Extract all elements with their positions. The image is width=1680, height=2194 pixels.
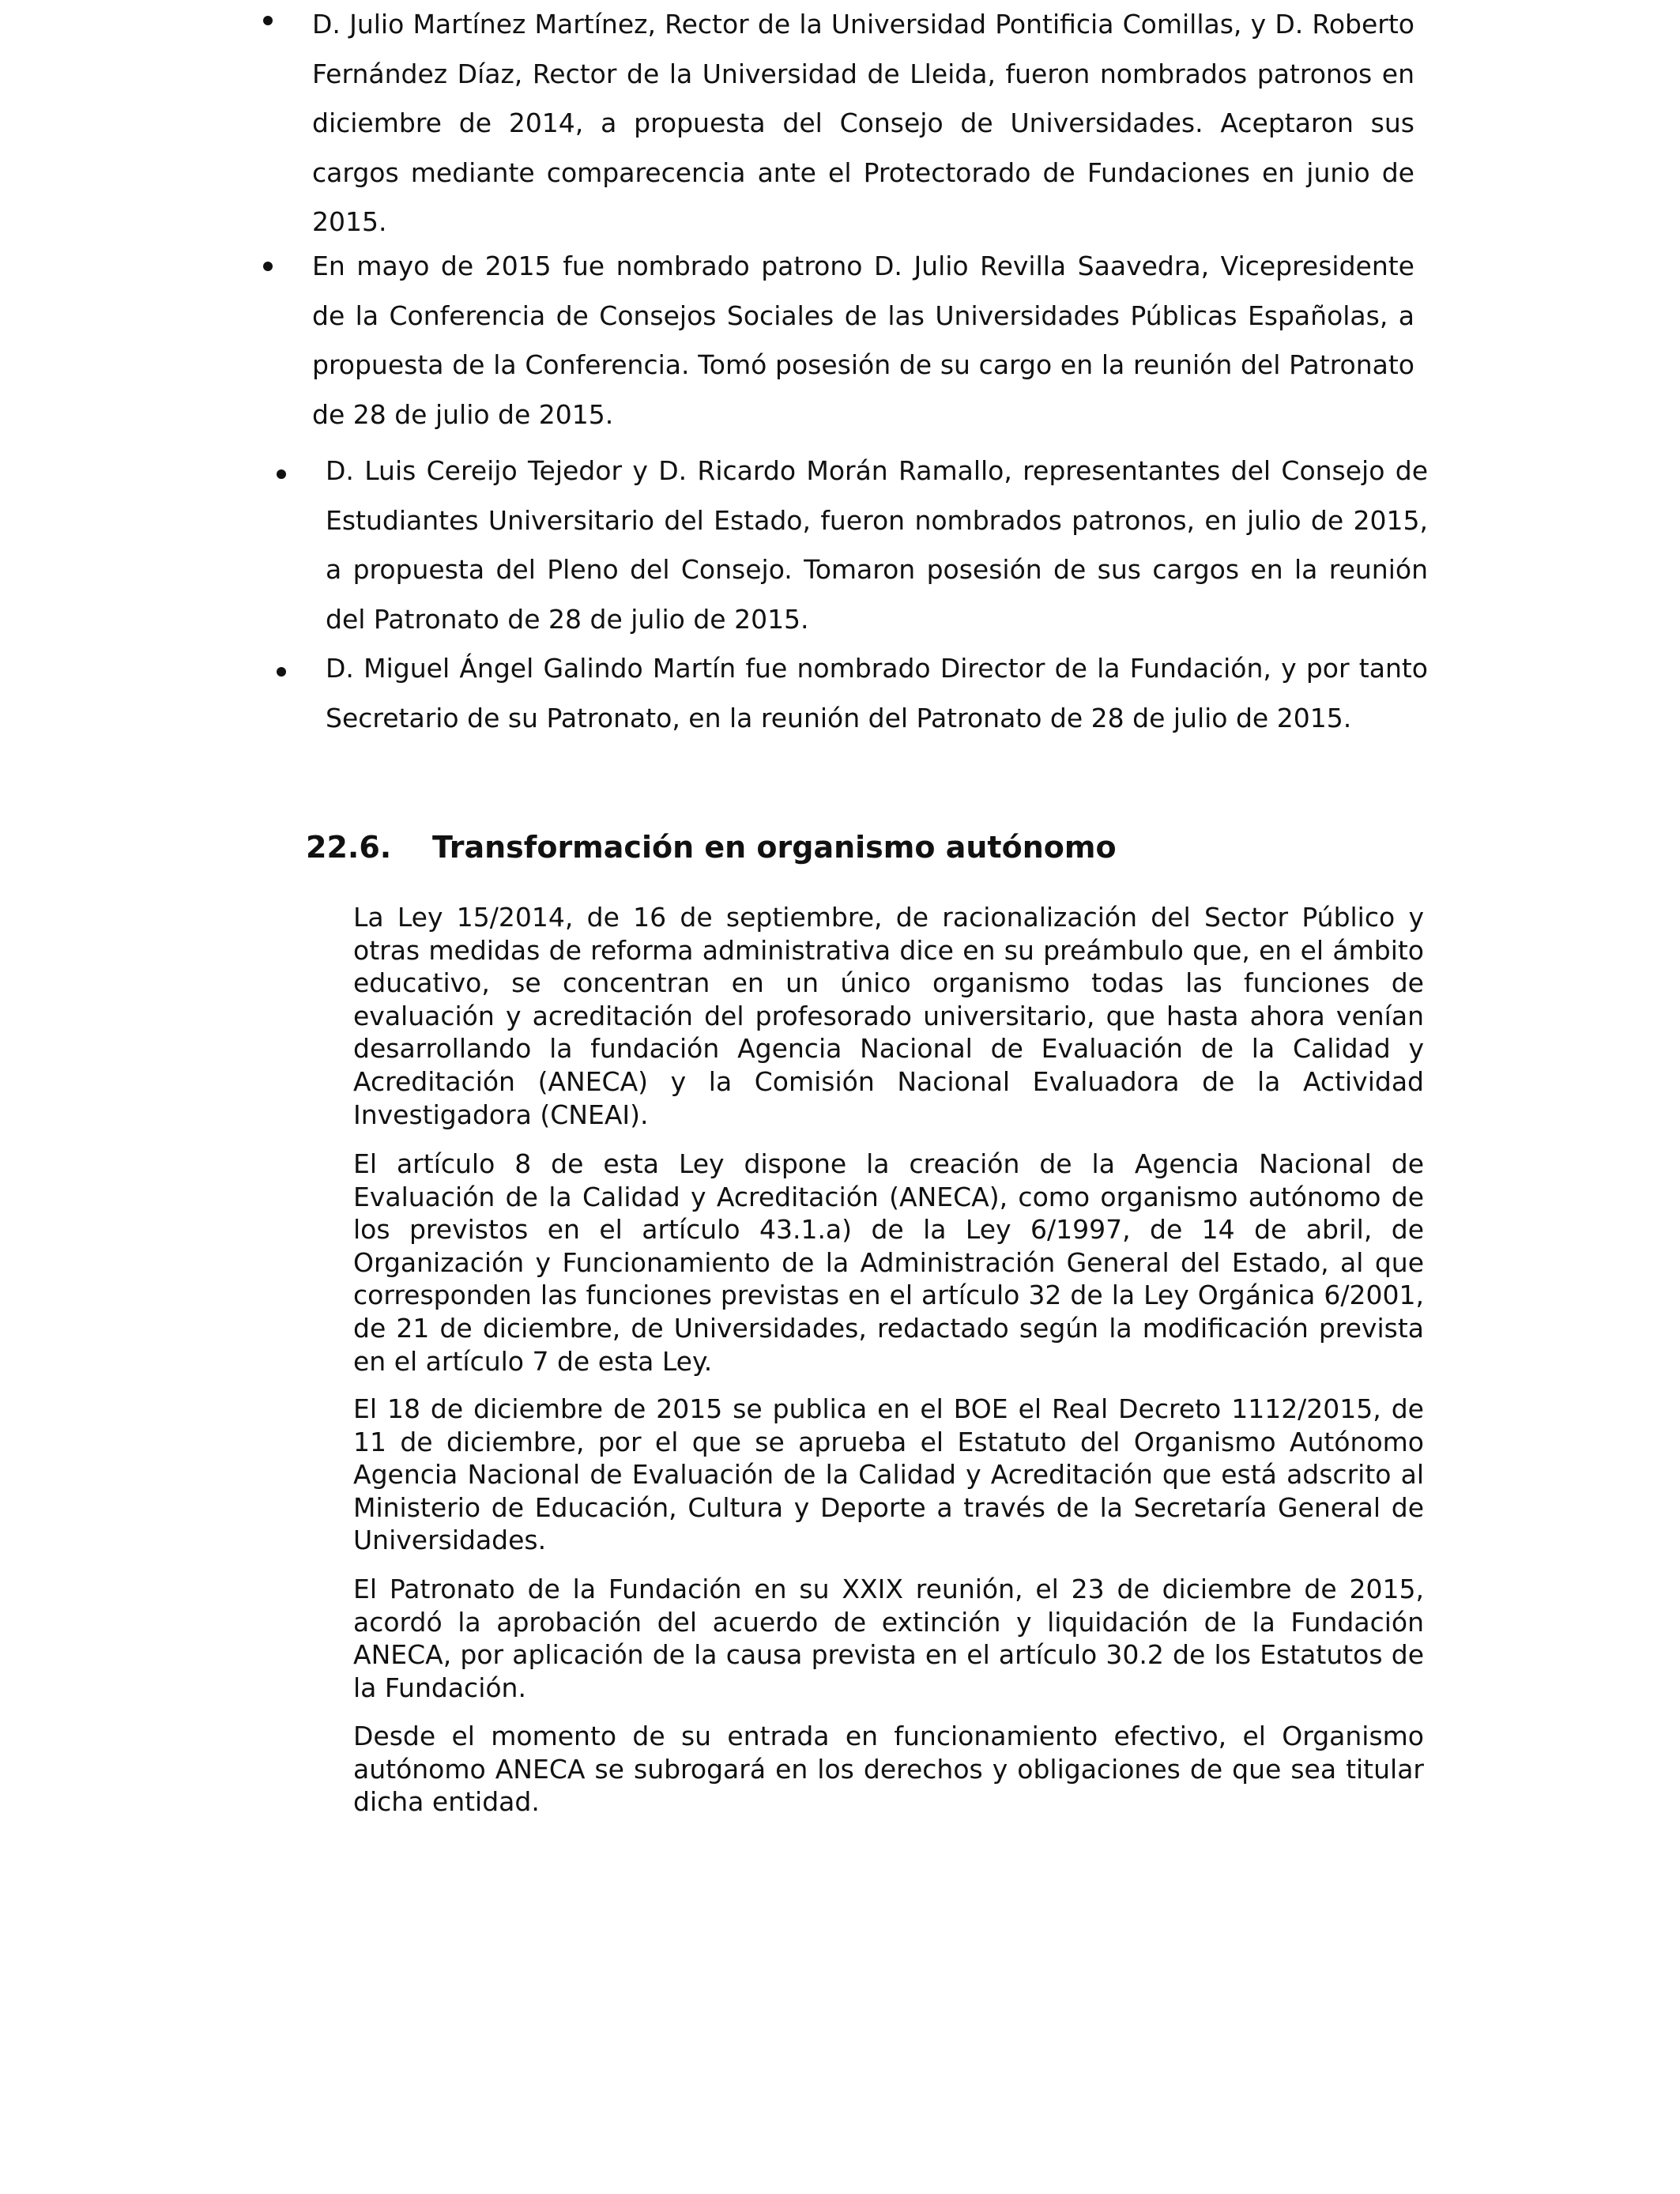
section-heading — [306, 827, 1117, 868]
body-paragraph: El Patronato de la Fundación en su XXIX reunión, el 23 de diciembre de 2015, acordó la aprobación del acuerdo de extinción y liquidación de la Fundación ANECA, por aplicación de la causa prevista en el artículo 30.2 de los Estatutos de la Fundación. — [353, 1574, 1424, 1703]
body-paragraph: La Ley 15/2014, de 16 de septiembre, de racionalización del Sector Público y otras medidas de reforma administrativa dice en su preámbulo que, en el ámbito educativo, se concentran en un único organismo todas las funciones de evaluación y acreditación del profesorado universitario, que hasta ahora venían desarrollando la fundación Agencia Nacional de Evaluación de la Calidad y Acreditación (ANECA) y la Comisión Nacional Evaluadora de la Actividad Investigadora (CNEAI). — [353, 902, 1424, 1130]
bullet-icon — [263, 16, 273, 25]
body-paragraph: Desde el momento de su entrada en funcionamiento efectivo, el Organismo autónomo ANECA se subrogará en los derechos y obligaciones de que sea titular dicha entidad. — [353, 1721, 1424, 1818]
body-paragraph: El artículo 8 de esta Ley dispone la creación de la Agencia Nacional de Evaluación de la Calidad y Acreditación (ANECA), como organismo autónomo de los previstos en el artículo 43.1.a) de la Ley 6/1997, de 14 de abril, de Organización y Funcionamiento de la Administración General del Estado, al que corresponden las funciones previstas en el artículo 32 de la Ley Orgánica 6/2001, de 21 de diciembre, de Universidades, redactado según la modificación prevista en el artículo 7 de esta Ley. — [353, 1148, 1424, 1377]
body-paragraph: El 18 de diciembre de 2015 se publica en el BOE el Real Decreto 1112/2015, de 11 de diciembre, por el que se aprueba el Estatuto del Organismo Autónomo Agencia Nacional de Evaluación de la Calidad y Acreditación que está adscrito al Ministerio de Educación, Cultura y Deporte a través de la Secretaría General de Universidades. — [353, 1393, 1424, 1556]
bullet-icon — [277, 667, 286, 677]
bullet-text: D. Miguel Ángel Galindo Martín fue nombrado Director de la Fundación, y por tanto Secretario de su Patronato, en la reunión del Patronato de 28 de julio de 2015. — [326, 653, 1428, 733]
bullet-text: D. Luis Cereijo Tejedor y D. Ricardo Morán Ramallo, representantes del Consejo de Estudiantes Universitario del Estado, fueron nombrados patronos, en julio de 2015, a propuesta del Pleno del Consejo. Tomaron posesión de sus cargos en la reunión del Patronato de 28 de julio de 2015. — [326, 455, 1428, 635]
bullet-icon — [277, 469, 286, 479]
section-number: 22.6. — [306, 830, 392, 865]
bullet-item — [312, 242, 1414, 439]
section-title: Transformación en organismo autónomo — [432, 830, 1117, 865]
bullet-text: En mayo de 2015 fue nombrado patrono D. Julio Revilla Saavedra, Vicepresidente de la Conferencia de Consejos Sociales de las Universidades Públicas Españolas, a propuesta de la Conferencia. Tomó posesión de su cargo en la reunión del Patronato de 28 de julio de 2015. — [312, 251, 1414, 430]
bullet-text: D. Julio Martínez Martínez, Rector de la Universidad Pontificia Comillas, y D. Roberto Fernández Díaz, Rector de la Universidad de Lleida, fueron nombrados patronos en diciembre de 2014, a propuesta del Consejo de Universidades. Aceptaron sus cargos mediante comparecencia ante el Protectorado de Fundaciones en junio de 2015. — [312, 9, 1414, 237]
bullet-icon — [263, 262, 273, 271]
bullet-item — [326, 644, 1428, 743]
bullet-item — [326, 447, 1428, 644]
bullet-item — [312, 0, 1414, 247]
